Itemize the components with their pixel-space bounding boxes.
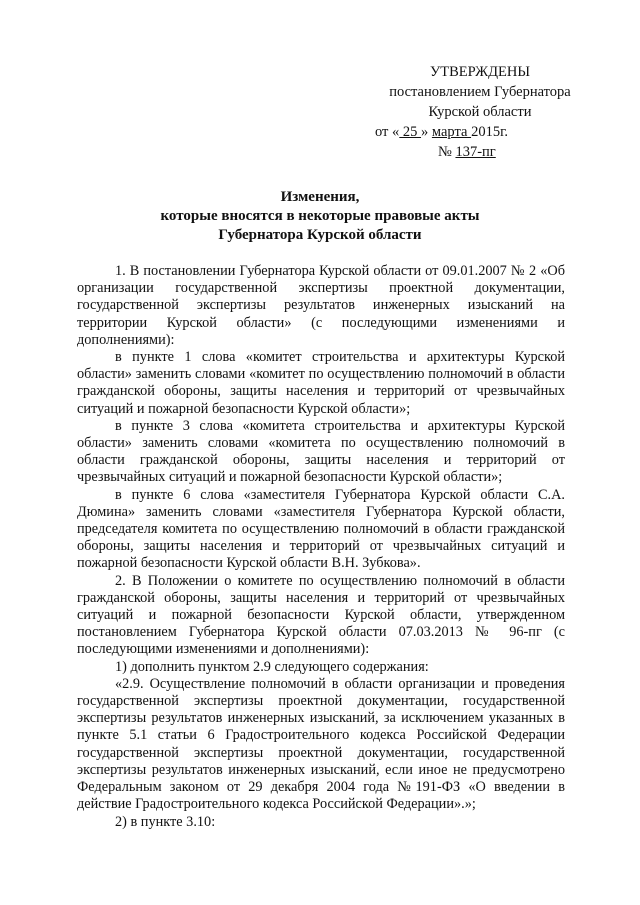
number-value: 137-пг [455, 144, 496, 160]
date-prefix: от « [375, 124, 400, 140]
date-month: марта [431, 124, 472, 140]
document-heading [60, 188, 580, 245]
paragraph: в пункте 6 слова «заместителя Губернатора Курской области С.А. Дюмина» заменить словами «заместителя Губернатора Курской области, председателя комитета по осуществлению полномочий в области гражданской обороны, защиты населения и территорий от чрезвычайных ситуаций и пожарной безопасности Курской области В.Н. Зубкова». [77, 486, 565, 572]
approval-date-line [340, 122, 620, 142]
heading-line-1: Изменения, [280, 189, 360, 205]
approval-issuer-line: постановлением Губернатора [389, 84, 571, 100]
approval-stamp-block [340, 62, 620, 162]
paragraph: в пункте 3 слова «комитета строительства и архитектуры Курской области» заменить словами «комитета по осуществлению полномочий в области гражданской обороны, защиты населения и территорий от чрезвычайных ситуаций и пожарной безопасности Курской области»; [77, 417, 565, 486]
approval-title: УТВЕРЖДЕНЫ [429, 64, 531, 80]
heading-line-3: Губернатора Курской области [218, 227, 422, 243]
paragraph: 2. В Положении о комитете по осуществлению полномочий в области гражданской обороны, защиты населения и территорий от чрезвычайных ситуаций и пожарной безопасности Курской области, утвержденном постановлением Губернатора Курской области 07.03.2013 № 96-пг (с последующими изменениями и дополнениями): [77, 572, 565, 658]
paragraph: в пункте 1 слова «комитет строительства и архитектуры Курской области» заменить словами «комитет по осуществлению полномочий в области гражданской обороны, защиты населения и территорий от чрезвычайных ситуаций и пожарной безопасности Курской области»; [77, 349, 565, 417]
approval-region-line: Курской области [428, 104, 532, 120]
number-prefix: № [438, 144, 452, 160]
date-mid: » [421, 124, 429, 140]
date-day: 25 [399, 124, 422, 140]
paragraph: 1. В постановлении Губернатора Курской области от 09.01.2007 № 2 «Об организации государственной экспертизы проектной документации, государственной экспертизы результатов инженерных изысканий на территории Курской области» (с последующими изменениями и дополнениями): [77, 263, 565, 348]
paragraph: 1) дополнить пунктом 2.9 следующего содержания: [115, 658, 429, 675]
approval-number-line [340, 142, 620, 162]
date-year: 2015г. [471, 124, 508, 140]
paragraph: «2.9. Осуществление полномочий в области организации и проведения государственной экспертизы проектной документации, государственной экспертизы результатов инженерных изысканий, за исключением указанных в пункте 5.1 статьи 6 Градостроительного кодекса Российской Федерации государственной экспертизы проектной документации, государственной экспертизы результатов инженерных изысканий, если иное не предусмотрено Федеральным законом от 29 декабря 2004 года №191-ФЗ «О введении в действие Градостроительного кодекса Российской Федерации».»; [77, 675, 565, 813]
heading-line-2: которые вносятся в некоторые правовые акты [160, 208, 480, 224]
paragraph: 2) в пункте 3.10: [115, 813, 216, 830]
document-body [77, 263, 565, 831]
